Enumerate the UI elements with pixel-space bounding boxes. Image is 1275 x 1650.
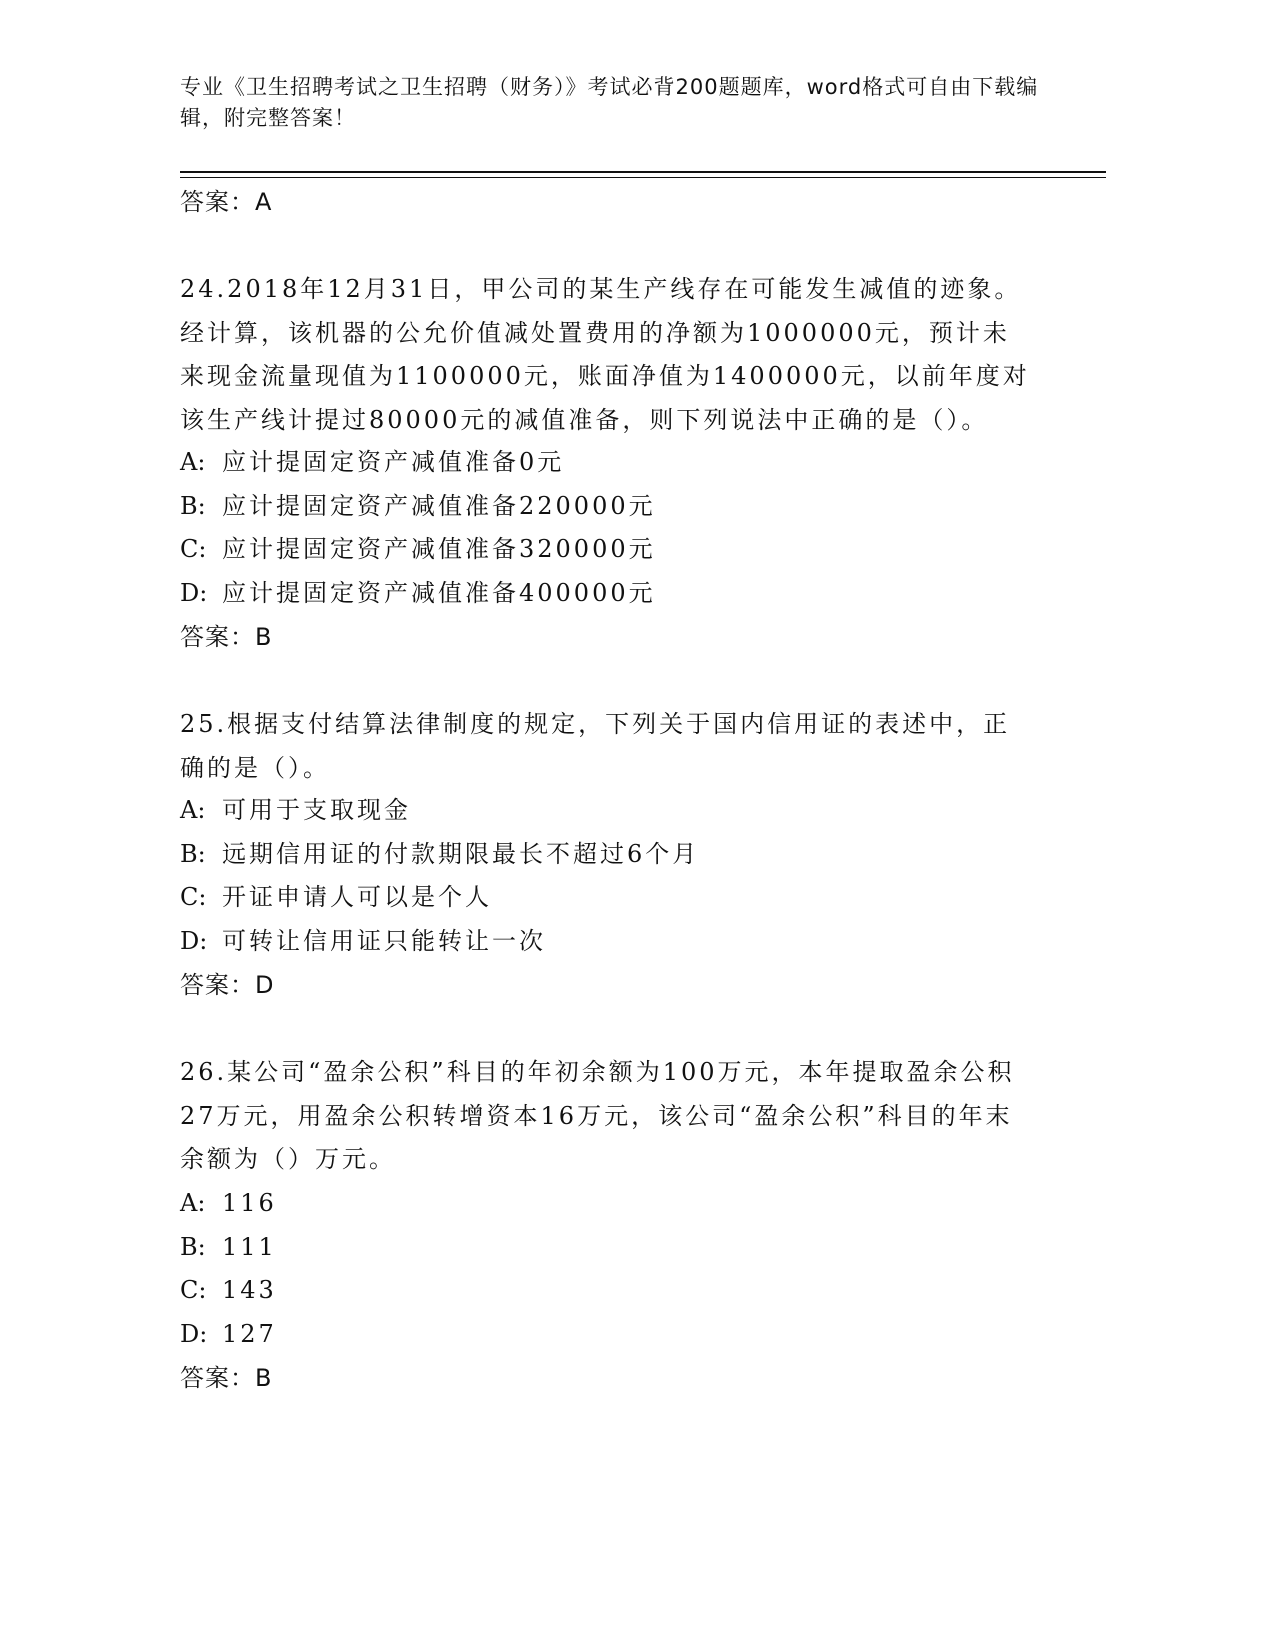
document-header: 专业《卫生招聘考试之卫生招聘（财务）》考试必背200题题库，word格式可自由下载编辑，附完整答案！ [180,75,1039,130]
option-b: B: 111 [180,1232,277,1261]
option-b: B: 应计提固定资产减值准备220000元 [180,491,656,520]
answer-24: 答案：B [180,623,273,651]
option-c: C: 应计提固定资产减值准备320000元 [180,535,656,563]
option-d: D: 可转让信用证只能转让一次 [180,926,546,955]
option-a: A: 可用于支取现金 [180,796,411,824]
header-divider-thick [180,171,1106,173]
question-26-text: 26.某公司“盈余公积”科目的年初余额为100万元，本年提取盈余公积27万元，用盈余公积转增资本16万元，该公司“盈余公积”科目的年末余额为（）万元。 [180,1058,1015,1173]
question-26-options [180,1182,277,1356]
answer-25: 答案：D [180,971,275,999]
option-c: C: 开证申请人可以是个人 [180,883,492,911]
option-c: C: 143 [180,1276,277,1304]
answer-26: 答案：B [180,1364,273,1392]
option-b: B: 远期信用证的付款期限最长不超过6个月 [180,839,700,868]
question-24-options [180,441,656,615]
option-d: D: 127 [180,1319,277,1348]
header-divider-thin [180,177,1106,178]
question-24-text: 24.2018年12月31日，甲公司的某生产线存在可能发生减值的迹象。经计算，该机器的公允价值减处置费用的净额为1000000元，预计未来现金流量现值为1100000元，账面净值为1400000元，以前年度对该生产线计提过80000元的减值准备，则下列说法中正确的是（）。 [180,275,1030,434]
option-a: A: 116 [180,1189,277,1217]
option-d: D: 应计提固定资产减值准备400000元 [180,578,656,607]
question-25-text: 25.根据支付结算法律制度的规定，下列关于国内信用证的表述中，正确的是（）。 [180,710,1011,782]
answer-23: 答案：A [180,188,273,216]
question-25-options [180,789,699,963]
option-a: A: 应计提固定资产减值准备0元 [180,448,565,476]
